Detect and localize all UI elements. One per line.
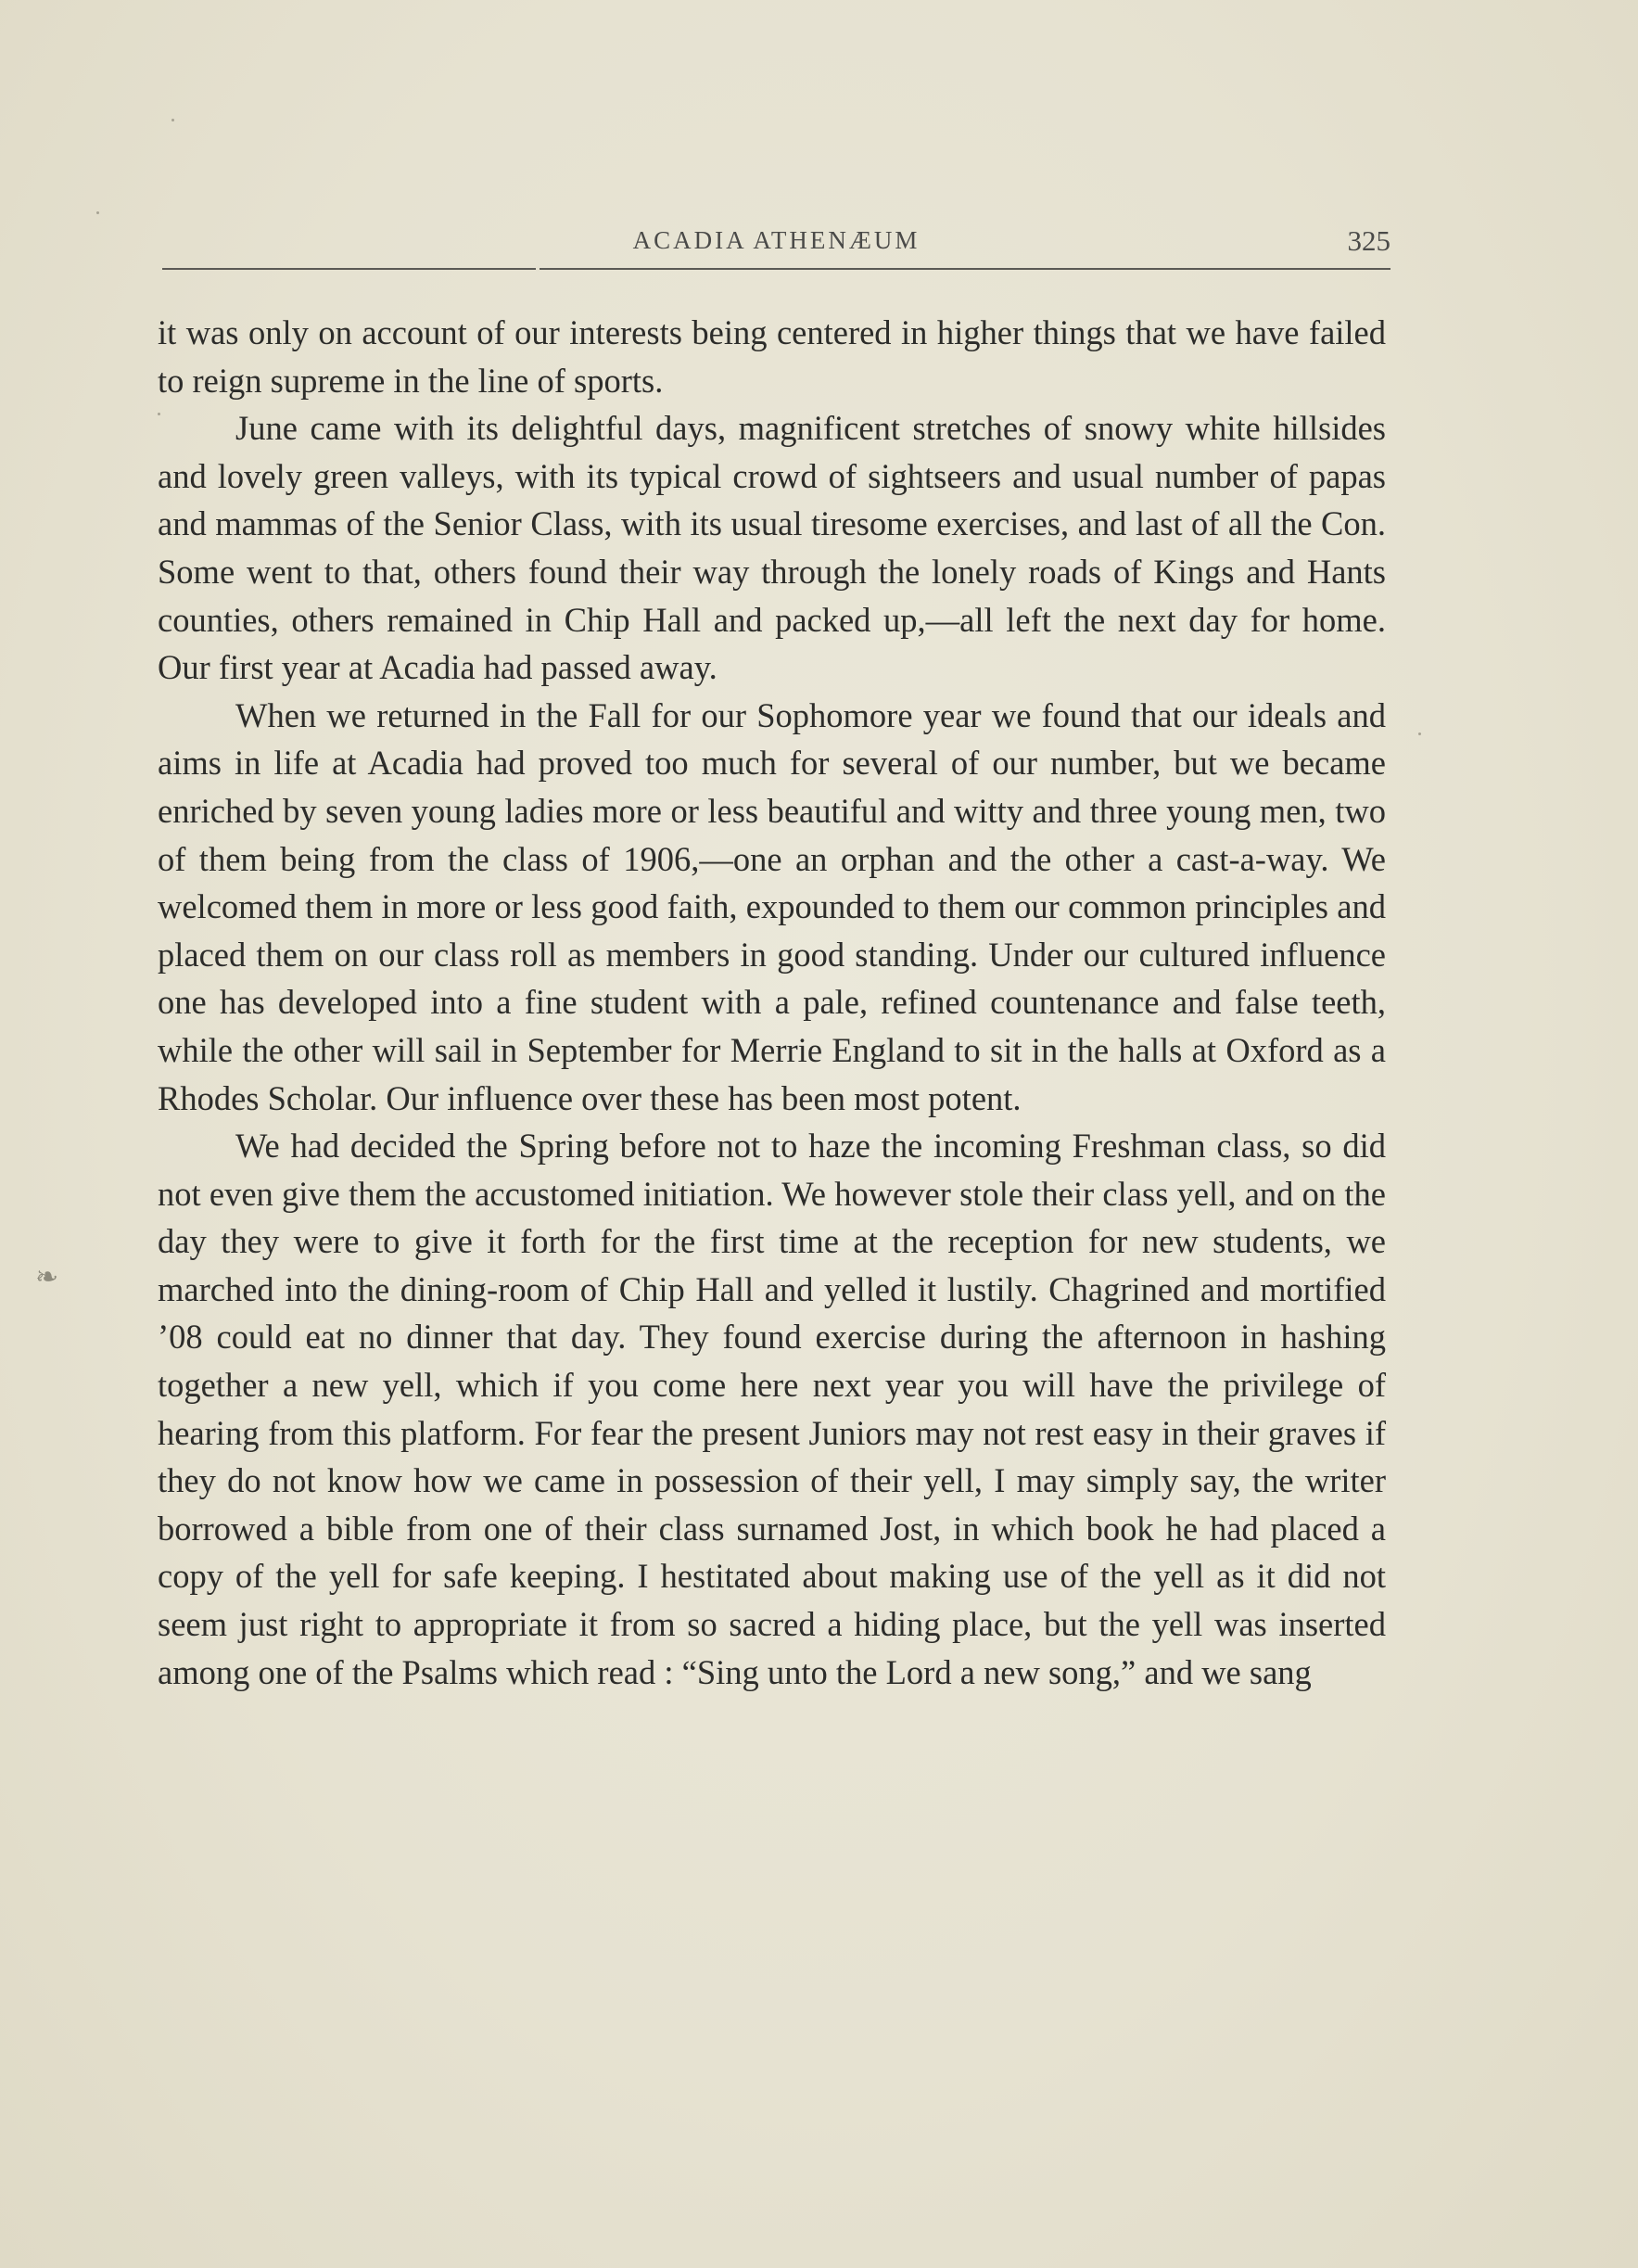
paragraph-class-yell: We had decided the Spring before not to haze the incoming Freshman class, so did not even give them the accustomed initiation. We however stole their class yell, and on the day they were to give it forth for the first time at the reception for new students, we marched into the dining-room of Chip Hall and yelled it lustily. Chagrined and mortified ’08 could eat no dinner that day. They found exercise during the afternoon in hashing together a new yell, which if you come here next year you will have the privilege of hearing from this platform. For fear the present Juniors may not rest easy in their graves if they do not know how we came in possession of their yell, I may simply say, the writer borrowed a bible from one of their class surnamed Jost, in which book he had placed a copy of the yell for safe keeping. I hestitated about making use of the yell as it did not seem just right to appropriate it from so sacred a hiding place, but the yell was inserted among one of the Psalms which read : “Sing unto the Lord a new song,” and we sang: [158, 1127, 1386, 1691]
header-rule-break: [536, 266, 540, 272]
body-text: [158, 309, 1386, 1696]
fleuron-icon: ❧: [35, 1261, 59, 1293]
running-head: [162, 226, 1390, 263]
paragraph-june: June came with its delightful days, magnificent stretches of snowy white hillsides and lovely green valleys, with its typical crowd of sightseers and usual number of papas and mammas of the Senior Class, with its usual tiresome exercises, and last of all the Con. Some went to that, others found their way through the lonely roads of Kings and Hants counties, others remained in Chip Hall and packed up,—all left the next day for home. Our first year at Acadia had passed away.: [158, 409, 1386, 687]
page-number: 325: [1347, 224, 1390, 257]
header-rule: [162, 268, 1390, 270]
paragraph-continuation: it was only on account of our interests being centered in higher things that we have failed to reign supreme in the line of sports.: [158, 313, 1386, 400]
paper-speck: [96, 211, 99, 214]
paper-speck: [1418, 733, 1421, 735]
running-title: ACADIA ATHENÆUM: [632, 226, 921, 254]
paper-speck: [158, 413, 160, 415]
paper-speck: [171, 119, 174, 121]
paragraph-sophomore-year: When we returned in the Fall for our Sophomore year we found that our ideals and aims in life at Acadia had proved too much for several of our number, but we became enriched by seven young ladies more or less beautiful and witty and three young men, two of them being from the class of 1906,—one an orphan and the other a cast-a-way. We welcomed them in more or less good faith, expounded to them our common principles and placed them on our class roll as members in good standing. Under our cultured influence one has developed into a fine student with a pale, refined countenance and false teeth, while the other will sail in September for Merrie England to sit in the halls at Oxford as a Rhodes Scholar. Our influence over these has been most potent.: [158, 695, 1386, 1117]
